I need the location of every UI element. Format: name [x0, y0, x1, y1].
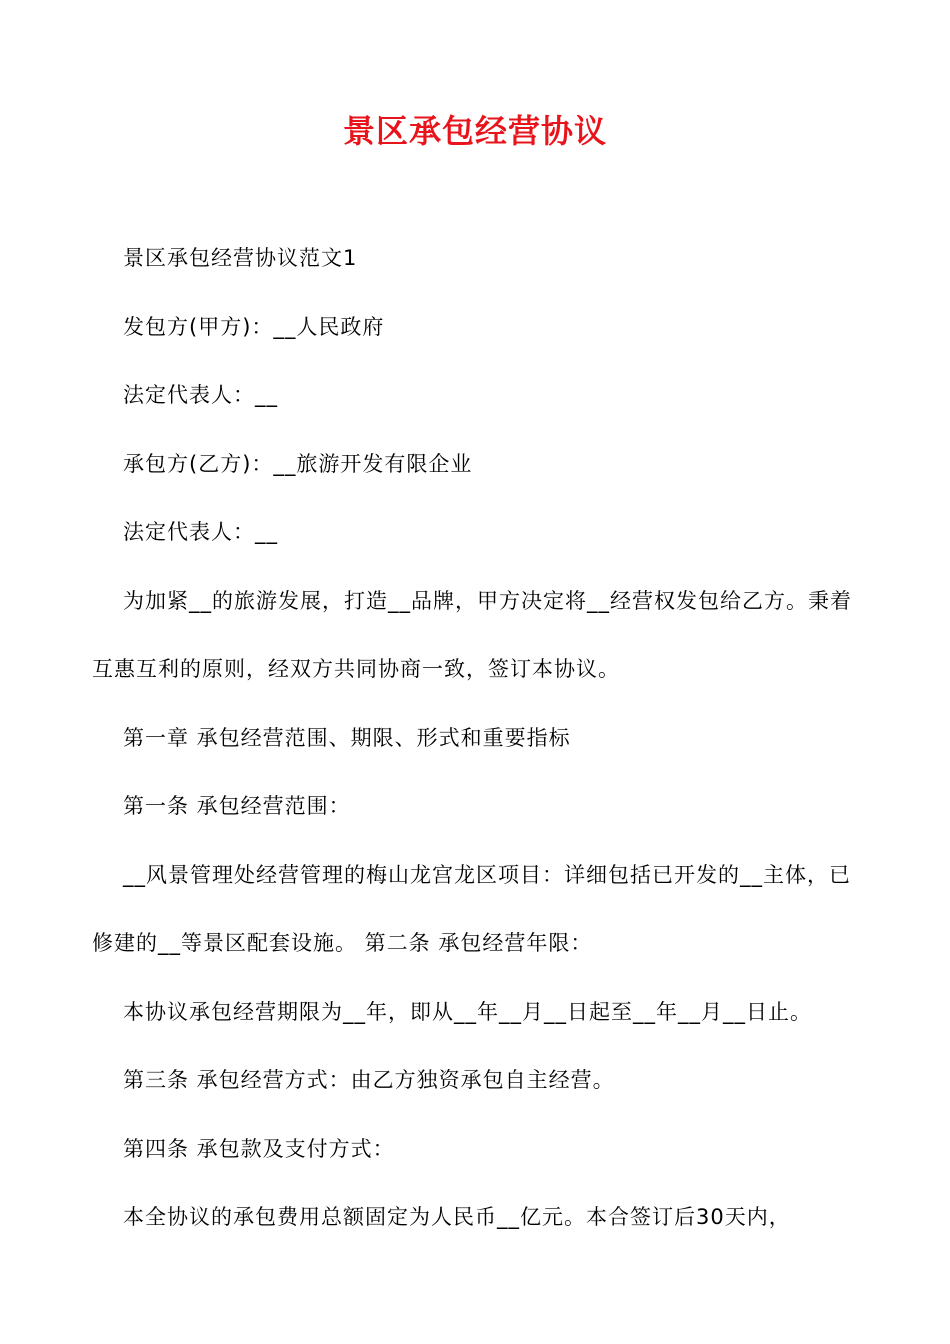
paragraph-article-3: 第三条 承包经营方式：由乙方独资承包自主经营。 — [123, 1068, 615, 1092]
paragraph-preamble: 为加紧__的旅游发展，打造__品牌，甲方决定将__经营权发包给乙方。秉着互惠互利的原则，经双方共同协商一致，签订本协议。 — [92, 588, 852, 681]
paragraph-party-b-rep: 法定代表人：__ — [123, 520, 278, 544]
document-title: 景区承包经营协议 — [342, 112, 607, 150]
paragraph-payment: 本全协议的承包费用总额固定为人民币__亿元。本合签订后30天内， — [123, 1205, 791, 1229]
document-body — [92, 224, 862, 1252]
paragraph-subtitle: 景区承包经营协议范文1 — [123, 246, 358, 270]
paragraph-chapter-1: 第一章 承包经营范围、期限、形式和重要指标 — [123, 725, 571, 750]
paragraph-term: 本协议承包经营期限为__年，即从__年__月__日起至__年__月__日止。 — [123, 999, 812, 1024]
paragraph-article-1: 第一条 承包经营范围： — [123, 794, 351, 818]
paragraph-party-a: 发包方(甲方)：__人民政府 — [123, 314, 385, 339]
paragraph-party-b: 承包方(乙方)：__旅游开发有限企业 — [123, 451, 473, 476]
paragraph-party-a-rep: 法定代表人：__ — [123, 383, 278, 407]
paragraph-article-4: 第四条 承包款及支付方式： — [123, 1136, 395, 1161]
paragraph-scope: __风景管理处经营管理的梅山龙宫龙区项目：详细包括已开发的__主体，已修建的__等景区配套设施。 第二条 承包经营年限： — [92, 862, 851, 955]
